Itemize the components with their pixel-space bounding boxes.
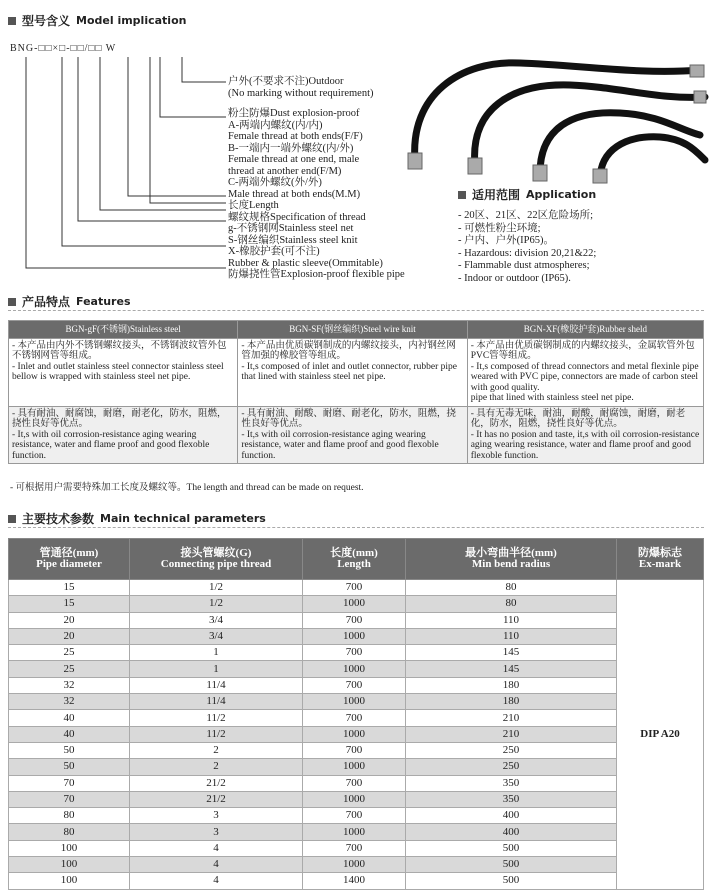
table-cell: 50 <box>9 742 130 758</box>
params-header: 防爆标志 Ex-mark <box>617 539 704 580</box>
table-cell: 1000 <box>303 824 406 840</box>
table-cell: 100 <box>9 857 130 873</box>
table-row <box>9 742 704 758</box>
desc-line: thread at another end(F/M) <box>228 165 342 177</box>
params-header: 最小弯曲半径(mm) Min bend radius <box>406 539 617 580</box>
table-cell: 11/2 <box>130 710 303 726</box>
table-cell: 145 <box>406 645 617 661</box>
table-cell: 210 <box>406 710 617 726</box>
table-cell: 70 <box>9 775 130 791</box>
table-cell: 1/2 <box>130 596 303 612</box>
table-cell: 700 <box>303 645 406 661</box>
table-cell: 180 <box>406 694 617 710</box>
params-table <box>8 538 704 890</box>
table-cell: 100 <box>9 840 130 856</box>
table-row <box>9 759 704 775</box>
table-row <box>9 857 704 873</box>
table-row <box>9 612 704 628</box>
table-cell: 250 <box>406 742 617 758</box>
features-section-title <box>8 293 131 310</box>
table-cell: 1 <box>130 645 303 661</box>
feature-cell: - 本产品由优质碳钢制成的内螺纹接头，金属软管外包PVC管等组成。 - It,s composed of thread connectors and metal flexinle pipe weared with PVC pipe, connectors are made of carbon steel with good quality. pipe that lined with stainless steel net pipe. <box>467 338 703 406</box>
table-cell: 4 <box>130 840 303 856</box>
table-cell: 4 <box>130 873 303 889</box>
desc-line: 粉尘防爆Dust explosion-proof <box>228 108 360 119</box>
table-cell: 400 <box>406 824 617 840</box>
table-row <box>9 645 704 661</box>
table-cell: 2 <box>130 742 303 758</box>
table-cell: 1000 <box>303 857 406 873</box>
table-cell: 11/2 <box>130 726 303 742</box>
square-bullet-icon <box>8 298 16 306</box>
list-item: - Flammable dust atmospheres; <box>458 260 590 271</box>
model-title-en: Model implication <box>76 14 187 27</box>
desc-line: 户外(不要求不注)Outdoor <box>228 76 344 87</box>
table-row <box>9 824 704 840</box>
table-cell: 4 <box>130 857 303 873</box>
table-cell: 1000 <box>303 596 406 612</box>
table-cell: 1000 <box>303 726 406 742</box>
table-row <box>9 661 704 677</box>
table-cell: 700 <box>303 677 406 693</box>
feature-header: BGN-SF(钢丝编织)Steel wire knit <box>238 321 467 339</box>
desc-line: 长度Length <box>228 200 279 211</box>
divider <box>8 527 704 528</box>
desc-line: 螺纹规格Specification of thread <box>228 211 366 223</box>
list-item: - 户内、户外(IP65)。 <box>458 235 554 246</box>
divider <box>8 310 704 311</box>
table-cell: 500 <box>406 857 617 873</box>
model-code: BNG-□□×□-□□/□□ W <box>10 43 117 54</box>
table-cell: 700 <box>303 840 406 856</box>
table-cell: 1000 <box>303 759 406 775</box>
application-title-cn: 适用范围 <box>472 188 521 202</box>
table-cell: 21/2 <box>130 791 303 807</box>
table-cell: 80 <box>406 596 617 612</box>
params-header: 接头管螺纹(G) Connecting pipe thread <box>130 539 303 580</box>
application-title-en: Application <box>526 188 597 201</box>
table-cell: 80 <box>406 580 617 596</box>
feature-cell: - 具有耐油、耐酸、耐磨、耐老化，防水，阻燃，挠性良好等优点。 - It,s with oil corrosion-resistance aging wearing resistance, water and flame proof and good flexoble function. <box>238 406 467 464</box>
table-cell: 50 <box>9 759 130 775</box>
desc-line: Female thread at one end, male <box>228 154 360 165</box>
table-row <box>9 677 704 693</box>
table-cell: 350 <box>406 775 617 791</box>
table-cell: 1400 <box>303 873 406 889</box>
ex-mark-cell: DIP A20 <box>617 580 704 890</box>
table-cell: 1000 <box>303 628 406 644</box>
desc-line: B-一端内一端外螺纹(内/外) <box>228 142 354 154</box>
table-cell: 70 <box>9 791 130 807</box>
table-cell: 3/4 <box>130 628 303 644</box>
table-cell: 110 <box>406 612 617 628</box>
feature-header: BGN-gF(不锈钢)Stainless steel <box>9 321 238 339</box>
table-row <box>9 808 704 824</box>
application-list <box>458 210 596 285</box>
features-table <box>8 320 704 464</box>
table-cell: 32 <box>9 677 130 693</box>
flexible-pipe-photo <box>400 55 710 185</box>
model-desc-list <box>228 76 405 281</box>
table-cell: 15 <box>9 580 130 596</box>
table-cell: 700 <box>303 742 406 758</box>
table-cell: 1000 <box>303 694 406 710</box>
table-cell: 400 <box>406 808 617 824</box>
desc-line: S-钢丝编织Stainless steel knit <box>228 234 358 246</box>
params-section-title <box>8 510 266 527</box>
table-row <box>9 791 704 807</box>
desc-line: (No marking without requirement) <box>228 87 374 99</box>
feature-header: BGN-XF(橡胶护套)Rubber sheld <box>467 321 703 339</box>
desc-line: A-两端内螺纹(内/内) <box>228 119 323 131</box>
feature-cell: - 本产品由内外不锈钢螺纹接头，不锈钢波纹管外包不锈钢网管等组成。 - Inlet and outlet stainless steel connector stainless steel bellow is wrapped with stainless steel net pipe. <box>9 338 238 406</box>
table-cell: 1 <box>130 661 303 677</box>
table-cell: 350 <box>406 791 617 807</box>
square-bullet-icon <box>8 515 16 523</box>
table-cell: 80 <box>9 824 130 840</box>
list-item: - Hazardous: division 20,21&22; <box>458 247 597 259</box>
table-cell: 100 <box>9 873 130 889</box>
desc-line: Male thread at both ends(M.M) <box>228 188 361 200</box>
table-cell: 1000 <box>303 791 406 807</box>
table-cell: 3/4 <box>130 612 303 628</box>
table-row <box>9 628 704 644</box>
feature-cell: - 具有耐油、耐腐蚀，耐磨，耐老化，防水，阻燃，挠性良好等优点。 - It,s with oil corrosion-resistance aging wearing resistance, water and flame proof and good flexoble function. <box>9 406 238 464</box>
table-cell: 145 <box>406 661 617 677</box>
table-row <box>9 596 704 612</box>
table-cell: 15 <box>9 596 130 612</box>
table-cell: 700 <box>303 808 406 824</box>
table-cell: 700 <box>303 775 406 791</box>
params-title-en: Main technical parameters <box>100 512 266 525</box>
model-title-cn: 型号含义 <box>22 14 71 28</box>
table-row <box>9 710 704 726</box>
table-cell: 20 <box>9 612 130 628</box>
table-cell: 1000 <box>303 661 406 677</box>
table-row <box>9 726 704 742</box>
desc-line: g-不锈钢网Stainless steel net <box>228 223 354 234</box>
features-title-cn: 产品特点 <box>22 295 71 309</box>
desc-line: Female thread at both ends(F/F) <box>228 131 363 142</box>
table-cell: 500 <box>406 840 617 856</box>
table-cell: 2 <box>130 759 303 775</box>
params-header: 管通径(mm) Pipe diameter <box>9 539 130 580</box>
table-cell: 1/2 <box>130 580 303 596</box>
table-cell: 40 <box>9 726 130 742</box>
table-cell: 40 <box>9 710 130 726</box>
table-cell: 25 <box>9 645 130 661</box>
table-cell: 700 <box>303 612 406 628</box>
table-cell: 3 <box>130 808 303 824</box>
table-cell: 80 <box>9 808 130 824</box>
feature-cell: - 本产品由优质碳钢制成的内螺纹接头，内衬钢丝网管加强的橡胶管等组成。 - It,s composed of inlet and outlet connector, rubber pipe that lined with stainless steel net pipe. <box>238 338 467 406</box>
table-row <box>9 873 704 889</box>
table-cell: 210 <box>406 726 617 742</box>
table-cell: 180 <box>406 677 617 693</box>
table-row <box>9 694 704 710</box>
table-row <box>9 840 704 856</box>
table-cell: 32 <box>9 694 130 710</box>
desc-line: 防爆挠性管Explosion-proof flexible pipe <box>228 269 405 280</box>
table-cell: 3 <box>130 824 303 840</box>
table-cell: 21/2 <box>130 775 303 791</box>
features-note: - 可根据用户需要特殊加工长度及螺纹等。The length and thread can be made on request. <box>10 483 364 493</box>
table-cell: 110 <box>406 628 617 644</box>
table-row <box>9 775 704 791</box>
list-item: - 20区、21区、22区危险场所; <box>458 210 594 221</box>
params-header: 长度(mm) Length <box>303 539 406 580</box>
desc-line: X-橡胶护套(可不注) <box>228 246 320 257</box>
table-row <box>9 580 704 596</box>
table-cell: 25 <box>9 661 130 677</box>
table-cell: 700 <box>303 710 406 726</box>
feature-cell: - 具有无毒无味，耐油，耐酸，耐腐蚀，耐磨，耐老化，防水，阻燃，挠性良好等优点。 - It has no posion and taste, it,s with oil corrosion-resistance aging wearing resistance, water and flame proof and good flexoble function. <box>467 406 703 464</box>
table-cell: 11/4 <box>130 694 303 710</box>
desc-line: C-两端外螺纹(外/外) <box>228 177 322 188</box>
table-cell: 500 <box>406 873 617 889</box>
list-item: - Indoor or outdoor (IP65). <box>458 272 571 284</box>
table-cell: 250 <box>406 759 617 775</box>
application-section-title <box>458 186 596 203</box>
features-title-en: Features <box>76 295 131 308</box>
list-item: - 可燃性粉尘环境; <box>458 222 541 234</box>
table-cell: 20 <box>9 628 130 644</box>
params-title-cn: 主要技术参数 <box>22 512 95 526</box>
table-cell: 11/4 <box>130 677 303 693</box>
table-cell: 700 <box>303 580 406 596</box>
square-bullet-icon <box>458 191 466 199</box>
desc-line: Rubber & plastic sleeve(Ommitable) <box>228 257 383 269</box>
